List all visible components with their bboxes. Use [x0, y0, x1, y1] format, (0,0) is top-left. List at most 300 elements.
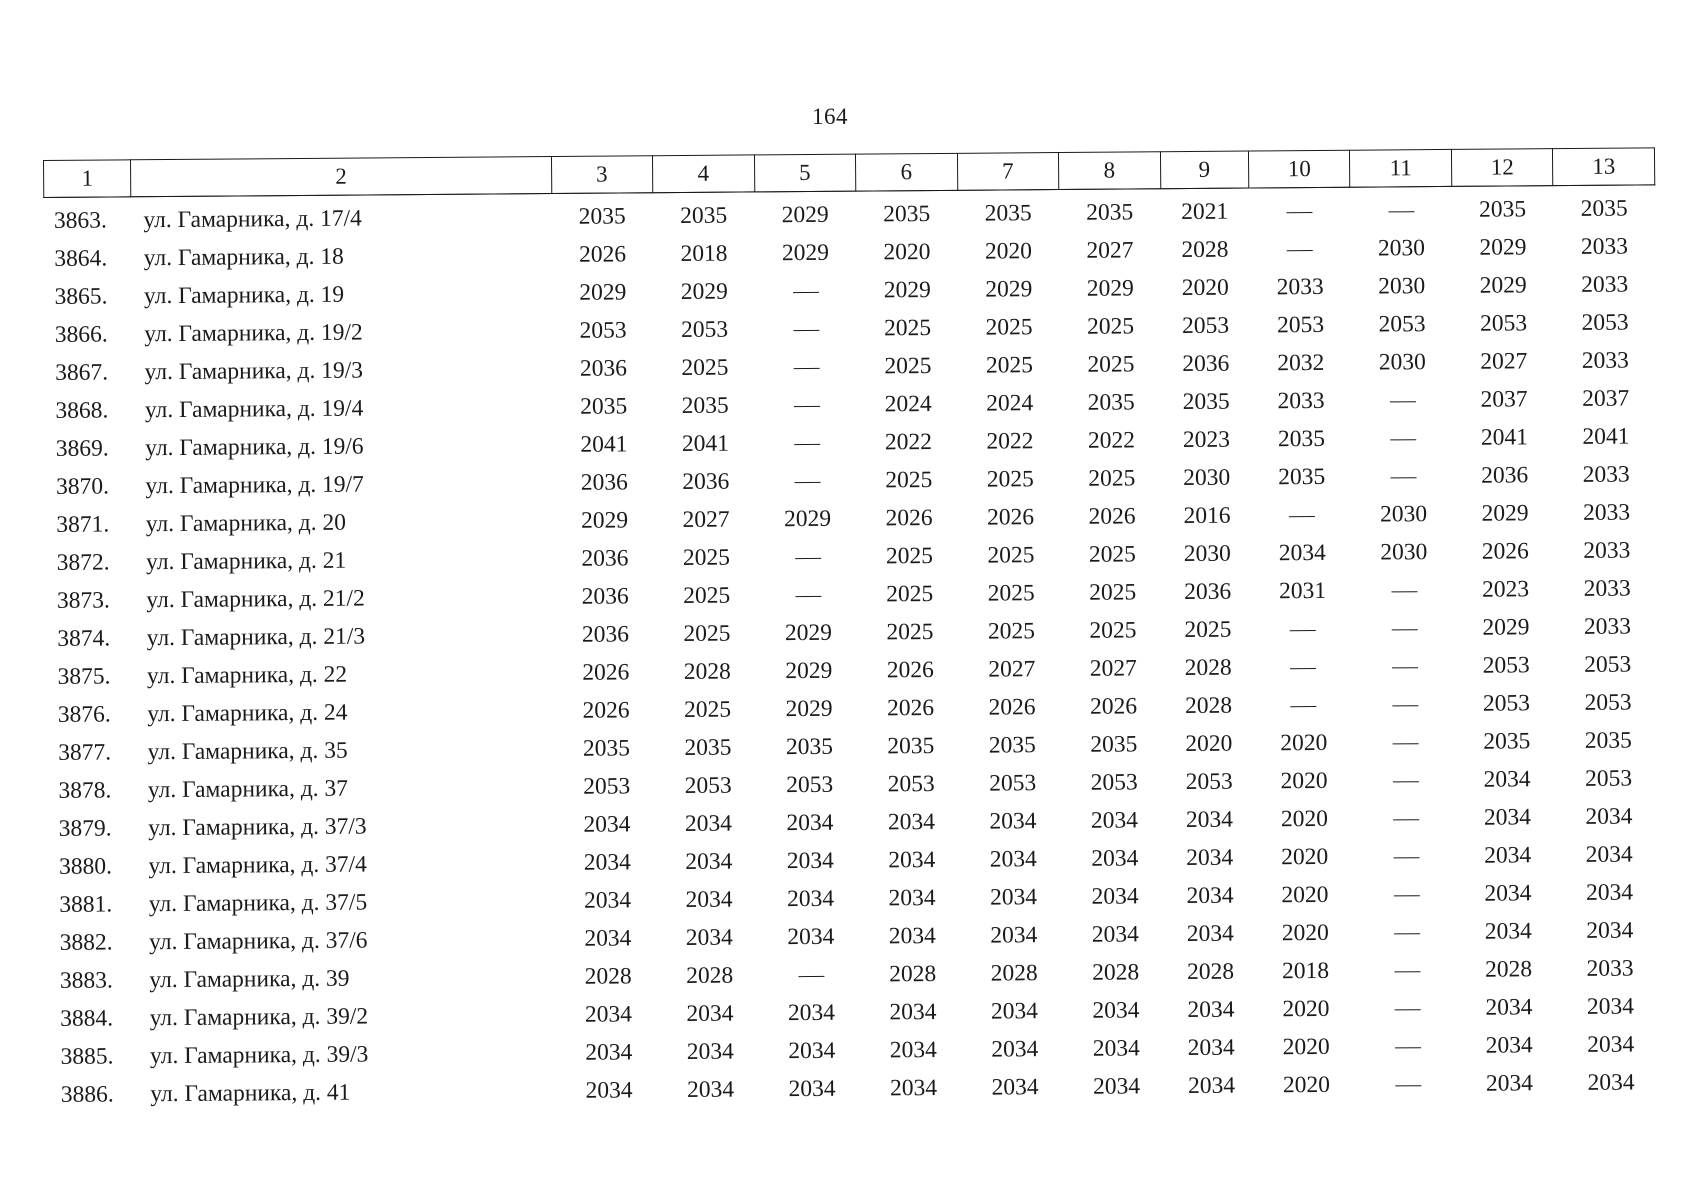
- year-cell: 2025: [987, 617, 1036, 645]
- year-cell: 2034: [1586, 917, 1634, 944]
- year-cell: 2034: [889, 998, 937, 1025]
- dash-mark: [795, 596, 821, 597]
- year-cell: 2041: [1480, 423, 1529, 451]
- row-number: 3873.: [56, 586, 110, 614]
- year-cell: 2034: [887, 808, 936, 835]
- dash-mark: [1395, 1085, 1421, 1086]
- year-cell: 2033: [1581, 347, 1629, 374]
- year-cell: 2027: [988, 655, 1036, 683]
- empty-dash-cell: [757, 576, 859, 615]
- empty-dash-cell: [1252, 610, 1354, 649]
- address-cell: ул. Гамарника, д. 21/2: [146, 584, 365, 613]
- year-cell: 2037: [1480, 385, 1528, 413]
- address-cell: ул. Гамарника, д. 19/2: [144, 318, 363, 347]
- year-cell: 2036: [1184, 578, 1232, 605]
- year-cell: 2053: [684, 772, 732, 799]
- year-cell: 2033: [1580, 233, 1629, 260]
- year-cell: 2030: [1183, 464, 1231, 491]
- year-cell: 2028: [686, 962, 734, 989]
- dash-mark: [793, 292, 819, 293]
- year-cell: 2034: [1585, 879, 1634, 906]
- year-cell: 2029: [985, 275, 1033, 303]
- year-cell: 2034: [1092, 1034, 1140, 1062]
- year-cell: 2053: [583, 772, 631, 800]
- year-cell: 2053: [1585, 765, 1633, 792]
- year-cell: 2028: [584, 962, 632, 990]
- year-cell: 2020: [1281, 843, 1329, 870]
- year-cell: 2034: [1187, 1072, 1236, 1099]
- dash-mark: [798, 975, 824, 976]
- year-cell: 2053: [1181, 312, 1230, 339]
- year-cell: 2035: [1278, 463, 1326, 490]
- year-cell: 2036: [1182, 350, 1230, 377]
- year-cell: 2035: [684, 734, 732, 761]
- year-cell: 2026: [582, 658, 630, 686]
- year-cell: 2034: [989, 845, 1037, 873]
- year-cell: 2033: [1583, 575, 1631, 602]
- year-cell: 2041: [580, 430, 628, 458]
- year-cell: 2034: [786, 885, 835, 912]
- year-cell: 2053: [1581, 309, 1629, 336]
- address-cell: ул. Гамарника, д. 19/6: [145, 432, 364, 461]
- year-cell: 2020: [1282, 995, 1330, 1022]
- year-cell: 2041: [681, 430, 730, 457]
- year-cell: 2034: [684, 810, 733, 837]
- empty-dash-cell: [1353, 571, 1455, 610]
- year-cell: 2053: [1276, 311, 1325, 338]
- year-cell: 2053: [579, 316, 627, 344]
- empty-dash-cell: [1355, 799, 1457, 838]
- empty-dash-cell: [755, 272, 857, 311]
- year-cell: 2029: [785, 695, 833, 722]
- dash-mark: [793, 368, 819, 369]
- address-cell: ул. Гамарника, д. 19/7: [145, 470, 364, 499]
- year-cell: 2025: [1088, 540, 1136, 568]
- empty-dash-cell: [1249, 187, 1351, 230]
- data-table: [43, 147, 1662, 1114]
- year-cell: 2025: [1089, 616, 1137, 644]
- year-cell: 2033: [1582, 499, 1631, 526]
- row-number: 3871.: [56, 510, 110, 538]
- year-cell: 2035: [1090, 730, 1138, 758]
- year-cell: 2034: [583, 848, 631, 876]
- year-cell: 2029: [1482, 613, 1530, 641]
- dash-mark: [1287, 250, 1313, 251]
- year-cell: 2025: [885, 466, 933, 493]
- year-cell: 2020: [1280, 729, 1328, 756]
- year-cell: 2036: [1481, 461, 1529, 489]
- row-number: 3867.: [55, 358, 109, 386]
- year-cell: 2034: [788, 1037, 836, 1064]
- year-cell: 2026: [1088, 502, 1136, 530]
- row-number: 3881.: [59, 890, 113, 918]
- address-cell: ул. Гамарника, д. 39/2: [149, 1002, 369, 1031]
- year-cell: 2034: [584, 924, 632, 952]
- year-cell: 2036: [579, 354, 628, 382]
- year-cell: 2034: [786, 847, 834, 874]
- address-cell: ул. Гамарника, д. 18: [143, 243, 344, 271]
- year-cell: 2034: [585, 1038, 633, 1066]
- year-cell: 2026: [582, 696, 630, 724]
- year-cell: 2026: [986, 503, 1035, 531]
- dash-mark: [795, 558, 821, 559]
- year-cell: 2029: [883, 276, 931, 303]
- year-cell: 2022: [884, 428, 933, 455]
- dash-mark: [793, 330, 819, 331]
- year-cell: 2035: [1580, 195, 1628, 222]
- year-cell: 2022: [1087, 426, 1136, 454]
- empty-dash-cell: [760, 956, 862, 995]
- year-cell: 2028: [1181, 236, 1229, 263]
- year-cell: 2018: [680, 240, 728, 267]
- year-cell: 2029: [580, 506, 629, 534]
- year-cell: 2034: [1278, 539, 1326, 566]
- year-cell: 2016: [1183, 502, 1231, 529]
- dash-mark: [1287, 212, 1313, 213]
- empty-dash-cell: [1354, 723, 1456, 762]
- row-number: 3885.: [60, 1042, 114, 1070]
- address-cell: ул. Гамарника, д. 35: [147, 737, 348, 765]
- year-cell: 2034: [685, 886, 733, 913]
- year-cell: 2037: [1582, 385, 1630, 412]
- year-cell: 2034: [1585, 841, 1633, 868]
- empty-dash-cell: [1356, 989, 1458, 1028]
- year-cell: 2035: [1483, 727, 1531, 755]
- year-cell: 2029: [785, 657, 833, 684]
- year-cell: 2030: [1377, 234, 1426, 262]
- year-cell: 2021: [1181, 198, 1229, 225]
- year-cell: 2033: [1583, 537, 1631, 564]
- year-cell: 2035: [578, 202, 626, 230]
- address-cell: ул. Гамарника, д. 19/4: [144, 394, 364, 423]
- year-cell: 2026: [885, 504, 933, 531]
- column-header: 2: [131, 157, 551, 197]
- column-header: 10: [1248, 150, 1350, 188]
- year-cell: 2029: [1086, 274, 1134, 302]
- year-cell: 2034: [1485, 1069, 1534, 1097]
- year-cell: 2027: [1089, 654, 1137, 682]
- address-cell: ул. Гамарника, д. 21/3: [146, 622, 366, 651]
- year-cell: 2034: [686, 1000, 734, 1027]
- year-cell: 2026: [886, 694, 935, 721]
- column-header: 5: [754, 154, 856, 192]
- address-cell: ул. Гамарника, д. 24: [147, 699, 348, 727]
- year-cell: 2034: [685, 924, 733, 951]
- empty-dash-cell: [1352, 457, 1454, 496]
- empty-dash-cell: [1350, 186, 1452, 229]
- dash-mark: [1290, 630, 1316, 631]
- empty-dash-cell: [756, 424, 858, 463]
- year-cell: 2030: [1378, 272, 1426, 300]
- row-number: 3875.: [57, 662, 111, 690]
- year-cell: 2053: [1482, 689, 1531, 717]
- year-cell: 2034: [1091, 844, 1139, 872]
- row-number: 3874.: [57, 624, 111, 652]
- year-cell: 2034: [990, 921, 1038, 949]
- year-cell: 2028: [1187, 958, 1235, 985]
- column-header: 11: [1350, 149, 1452, 187]
- year-cell: 2053: [1378, 310, 1426, 338]
- year-cell: 2053: [989, 769, 1037, 797]
- year-cell: 2034: [1186, 844, 1234, 871]
- year-cell: 2035: [680, 202, 728, 229]
- year-cell: 2034: [991, 1035, 1039, 1063]
- row-number: 3872.: [56, 548, 110, 576]
- year-cell: 2034: [1485, 1031, 1533, 1059]
- row-number: 3876.: [57, 700, 111, 728]
- address-cell: ул. Гамарника, д. 19/3: [144, 356, 364, 385]
- year-cell: 2034: [786, 809, 834, 836]
- year-cell: 2034: [787, 999, 836, 1026]
- empty-dash-cell: [757, 538, 859, 577]
- row-number: 3879.: [58, 814, 112, 842]
- year-cell: 2029: [1479, 233, 1527, 261]
- page-number: 164: [812, 104, 848, 129]
- year-cell: 2053: [680, 316, 729, 343]
- table-body: [44, 185, 1662, 1114]
- empty-dash-cell: [756, 462, 858, 501]
- year-cell: 2027: [1086, 236, 1134, 264]
- row-number: 3869.: [55, 434, 109, 462]
- year-cell: 2025: [987, 541, 1035, 569]
- year-cell: 2029: [579, 278, 627, 306]
- dash-mark: [1394, 895, 1420, 896]
- year-cell: 2020: [1281, 919, 1329, 946]
- year-cell: 2035: [785, 733, 833, 760]
- year-cell: 2034: [989, 883, 1038, 911]
- year-cell: 2022: [986, 427, 1034, 455]
- year-cell: 2025: [985, 351, 1033, 379]
- address-cell: ул. Гамарника, д. 19: [143, 281, 345, 309]
- year-cell: 2035: [1086, 198, 1134, 226]
- year-cell: 2035: [580, 392, 628, 420]
- year-cell: 2034: [585, 1076, 633, 1104]
- data-table-container: [43, 147, 1662, 1114]
- year-cell: 2026: [988, 693, 1036, 721]
- row-number: 3882.: [59, 928, 113, 956]
- year-cell: 2025: [1088, 464, 1136, 492]
- empty-dash-cell: [1355, 761, 1457, 800]
- year-cell: 2027: [682, 506, 730, 533]
- address-cell: ул. Гамарника, д. 41: [150, 1079, 351, 1107]
- year-cell: 2053: [887, 770, 935, 797]
- address-cell: ул. Гамарника, д. 22: [146, 661, 348, 689]
- year-cell: 2025: [1087, 350, 1135, 378]
- year-cell: 2036: [580, 468, 628, 496]
- year-cell: 2034: [1586, 993, 1635, 1020]
- column-header: 12: [1451, 149, 1553, 187]
- address-cell: ул. Гамарника, д. 37/3: [148, 812, 367, 841]
- address-cell: ул. Гамарника, д. 37/4: [148, 850, 367, 879]
- year-cell: 2025: [683, 696, 732, 723]
- year-cell: 2025: [885, 542, 933, 569]
- dash-mark: [1393, 781, 1419, 782]
- dash-mark: [1388, 211, 1414, 212]
- dash-mark: [1394, 933, 1420, 934]
- year-cell: 2033: [1583, 613, 1632, 640]
- empty-dash-cell: [1356, 951, 1458, 990]
- year-cell: 2034: [889, 1036, 937, 1063]
- empty-dash-cell: [1356, 875, 1458, 914]
- year-cell: 2023: [1482, 575, 1530, 603]
- empty-dash-cell: [1352, 419, 1454, 458]
- empty-dash-cell: [1253, 686, 1355, 725]
- year-cell: 2025: [683, 620, 731, 647]
- empty-dash-cell: [756, 348, 858, 387]
- row-number: 3880.: [58, 852, 113, 880]
- year-cell: 2020: [1280, 805, 1329, 832]
- year-cell: 2020: [883, 238, 931, 265]
- year-cell: 2025: [1184, 616, 1232, 643]
- column-header: 13: [1553, 148, 1655, 186]
- year-cell: 2025: [886, 618, 934, 645]
- row-number: 3868.: [55, 396, 109, 424]
- empty-dash-cell: [1352, 381, 1454, 420]
- dash-mark: [1394, 1009, 1420, 1010]
- year-cell: 2036: [682, 468, 730, 495]
- year-cell: 2035: [883, 200, 931, 227]
- year-cell: 2053: [1090, 768, 1138, 796]
- column-header: 1: [44, 160, 132, 198]
- year-cell: 2034: [583, 886, 632, 914]
- dash-mark: [1390, 401, 1416, 402]
- year-cell: 2023: [1182, 426, 1231, 453]
- year-cell: 2020: [1280, 767, 1328, 794]
- row-number: 3884.: [60, 1004, 114, 1032]
- year-cell: 2028: [1092, 958, 1140, 986]
- year-cell: 2020: [1282, 1033, 1330, 1060]
- column-header: 9: [1160, 151, 1249, 189]
- column-header: 6: [855, 153, 957, 191]
- year-cell: 2034: [1187, 996, 1235, 1023]
- year-cell: 2028: [990, 959, 1038, 987]
- address-cell: ул. Гамарника, д. 21: [145, 547, 347, 575]
- empty-dash-cell: [1249, 230, 1351, 269]
- year-cell: 2034: [1090, 806, 1139, 834]
- year-cell: 2020: [984, 237, 1033, 265]
- address-cell: ул. Гамарника, д. 39/3: [149, 1040, 369, 1069]
- year-cell: 2034: [990, 997, 1039, 1025]
- year-cell: 2053: [1584, 651, 1632, 678]
- year-cell: 2020: [1185, 730, 1233, 757]
- year-cell: 2030: [1379, 500, 1428, 528]
- dash-mark: [794, 444, 820, 445]
- dash-mark: [1395, 1047, 1421, 1048]
- year-cell: 2034: [685, 848, 733, 875]
- year-cell: 2027: [1480, 347, 1528, 375]
- year-cell: 2030: [1183, 540, 1231, 567]
- empty-dash-cell: [1252, 648, 1354, 687]
- year-cell: 2025: [985, 313, 1033, 341]
- empty-dash-cell: [1357, 1065, 1459, 1104]
- row-number: 3877.: [58, 738, 112, 766]
- year-cell: 2025: [683, 582, 731, 609]
- year-cell: 2034: [1091, 920, 1139, 948]
- year-cell: 2035: [582, 734, 630, 762]
- year-cell: 2034: [888, 846, 936, 873]
- year-cell: 2020: [1181, 274, 1229, 301]
- column-header: 4: [652, 155, 754, 193]
- address-cell: ул. Гамарника, д. 39: [149, 965, 350, 993]
- year-cell: 2034: [1585, 803, 1633, 830]
- year-cell: 2034: [1484, 879, 1532, 907]
- dash-mark: [1291, 706, 1317, 707]
- year-cell: 2028: [1184, 654, 1232, 681]
- year-cell: 2033: [1581, 271, 1629, 298]
- year-cell: 2034: [1186, 882, 1234, 909]
- year-cell: 2041: [1582, 423, 1630, 450]
- address-cell: ул. Гамарника, д. 20: [145, 509, 347, 537]
- dash-mark: [1289, 516, 1315, 517]
- empty-dash-cell: [1357, 1027, 1459, 1066]
- year-cell: 2034: [989, 807, 1037, 835]
- year-cell: 2034: [1185, 806, 1234, 833]
- empty-dash-cell: [1354, 647, 1456, 686]
- year-cell: 2053: [1584, 689, 1632, 716]
- year-cell: 2034: [1483, 765, 1531, 793]
- year-cell: 2024: [884, 390, 932, 417]
- year-cell: 2034: [686, 1038, 734, 1065]
- year-cell: 2033: [1582, 461, 1630, 488]
- year-cell: 2033: [1276, 273, 1324, 300]
- year-cell: 2025: [883, 314, 932, 341]
- empty-dash-cell: [1354, 609, 1456, 648]
- row-number: 3870.: [55, 472, 110, 500]
- empty-dash-cell: [755, 310, 857, 349]
- year-cell: 2034: [1186, 920, 1234, 947]
- dash-mark: [1390, 477, 1416, 478]
- row-number: 3863.: [53, 207, 107, 234]
- year-cell: 2036: [581, 582, 629, 610]
- row-number: 3883.: [59, 966, 113, 994]
- year-cell: 2035: [984, 199, 1032, 227]
- year-cell: 2029: [781, 239, 830, 266]
- column-header: 8: [1058, 152, 1160, 190]
- year-cell: 2034: [991, 1073, 1039, 1101]
- year-cell: 2025: [1086, 312, 1135, 340]
- year-cell: 2035: [1479, 195, 1527, 223]
- year-cell: 2029: [781, 201, 829, 228]
- year-cell: 2034: [1187, 1034, 1235, 1061]
- year-cell: 2034: [1092, 1072, 1141, 1100]
- year-cell: 2028: [683, 658, 731, 685]
- empty-dash-cell: [1251, 496, 1353, 535]
- year-cell: 2035: [681, 392, 729, 419]
- year-cell: 2034: [584, 1000, 633, 1028]
- column-header: 3: [551, 156, 653, 194]
- row-number: 3878.: [58, 776, 112, 804]
- year-cell: 2034: [1091, 882, 1139, 910]
- year-cell: 2034: [888, 922, 936, 949]
- year-cell: 2033: [1277, 387, 1325, 414]
- dash-mark: [1392, 667, 1418, 668]
- year-cell: 2034: [1485, 993, 1533, 1021]
- year-cell: 2028: [889, 960, 937, 987]
- year-cell: 2036: [581, 544, 629, 572]
- year-cell: 2031: [1279, 577, 1327, 604]
- year-cell: 2034: [787, 923, 835, 950]
- year-cell: 2032: [1277, 349, 1325, 376]
- year-cell: 2034: [888, 884, 936, 911]
- year-cell: 2034: [1484, 841, 1532, 869]
- year-cell: 2029: [784, 619, 833, 646]
- year-cell: 2035: [887, 732, 935, 759]
- year-cell: 2034: [788, 1075, 836, 1102]
- dash-mark: [794, 482, 820, 483]
- year-cell: 2025: [884, 352, 932, 379]
- year-cell: 2034: [1484, 917, 1532, 945]
- year-cell: 2026: [886, 656, 934, 683]
